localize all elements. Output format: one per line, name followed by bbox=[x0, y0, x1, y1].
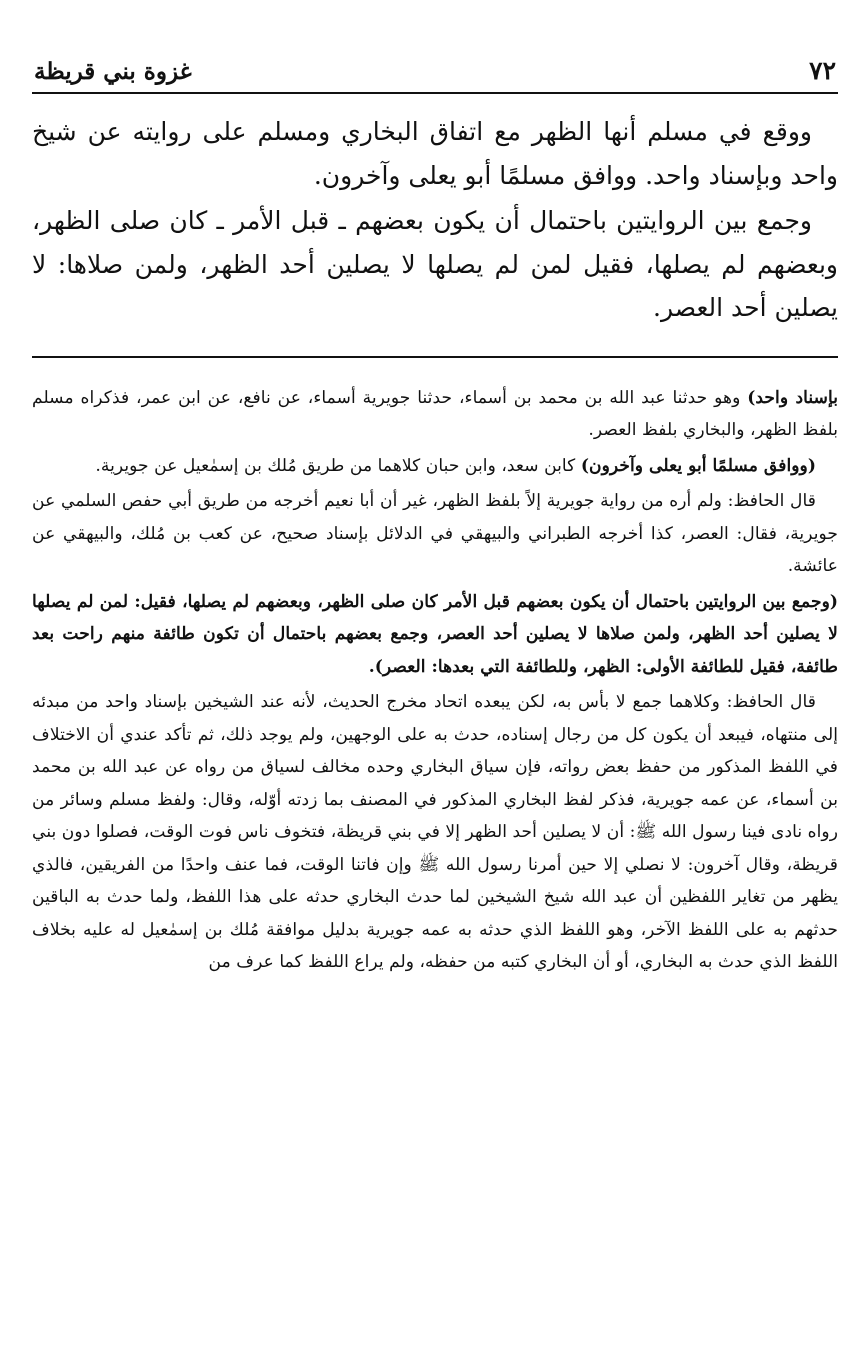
main-paragraph-2: وجمع بين الروايتين باحتمال أن يكون بعضهم ـ قبل الأمر ـ كان صلى الظهر، وبعضهم لم يصلها، فقيل لمن لم يصلها لا يصلين أحد الظهر، ولمن صلاها: لا يصلين أحد العصر. bbox=[32, 206, 838, 322]
note-5: قال الحافظ: وكلاهما جمع لا بأس به، لكن يبعده اتحاد مخرج الحديث، لأنه عند الشيخين بإسناد واحد من مبدئه إلى منتهاه، فيبعد أن يكون كل من رجال إسناده، حدث به على الوجهين، ولم يوجد ذلك، ثم تأكد عندي أن الاختلاف في اللفظ المذكور من حفظ بعض رواته، فإن سياق البخاري وحده مخالف لسياق من رواه عن عبد الله بن محمد بن أسماء، عن عمه جويرية، فذكر لفظ البخاري المذكور في المصنف بما زدته أوّله، وقال: ولفظ مسلم وسائر من رواه نادى فينا رسول الله ﷺ: أن لا يصلين أحد الظهر إلا في بني قريظة، فتخوف ناس فوت الوقت، فصلوا دون بني قريظة، وقال آخرون: لا نصلي إلا حين أمرنا رسول الله ﷺ وإن فاتنا الوقت، فما عنف واحدًا من الفريقين، فالذي يظهر من تغاير اللفظين أن عبد الله شيخ الشيخين لما حدث البخاري حدثه على هذا اللفظ، ولما حدث به الباقين حدثهم به على اللفظ الآخر، وهو اللفظ الذي حدثه به عمه جويرية بدليل موافقة مُلك بن إسمٰعيل له عليه بخلاف اللفظ الذي حدث به البخاري، أو أن البخاري كتبه من حفظه، ولم يراع اللفظ كما عرف من bbox=[32, 692, 838, 972]
main-paragraph-1: ووقع في مسلم أنها الظهر مع اتفاق البخاري ومسلم على روايته عن شيخ واحد وبإسناد واحد. ووافق مسلمًا أبو يعلى وآخرون. bbox=[32, 117, 838, 190]
note-4-lemma: (وجمع بين الروايتين باحتمال أن يكون بعضهم قبل الأمر كان صلى الظهر، وبعضهم لم يصلها، فقيل: لمن لم يصلها لا يصلين أحد الظهر، ولمن صلاها لا يصلين أحد العصر، وجمع بعضهم باحتمال أن تكون طائفة منهم راحت بعد طائفة، فقيل للطائفة الأولى: الظهر، وللطائفة التي بعدها: العصر). bbox=[32, 591, 838, 677]
main-text bbox=[32, 110, 838, 330]
running-title: غزوة بني قريظة bbox=[34, 58, 192, 85]
note-2-body: كابن سعد، وابن حبان كلاهما من طريق مُلك بن إسمٰعيل عن جويرية. bbox=[95, 455, 581, 476]
commentary bbox=[32, 382, 838, 979]
note-2 bbox=[32, 450, 838, 483]
note-2-lemma: (ووافق مسلمًا أبو يعلى وآخرون) bbox=[580, 455, 816, 476]
footnote-divider bbox=[32, 356, 838, 358]
note-1-lemma: بإسناد واحد) bbox=[747, 387, 838, 408]
page-header bbox=[32, 52, 838, 94]
page-number: ٧٢ bbox=[809, 56, 836, 85]
note-1 bbox=[32, 382, 838, 447]
note-3: قال الحافظ: ولم أره من رواية جويرية إلاً بلفظ الظهر، غير أن أبا نعيم أخرجه من طريق أبي حفص السلمي عن جويرية، فقال: العصر، كذا أخرجه الطبراني والبيهقي في الدلائل بإسناد صحيح، عن كعب بن مُلك، والبيهقي عن عائشة. bbox=[32, 491, 838, 576]
note-1-body: وهو حدثنا عبد الله بن محمد بن أسماء، حدثنا جويرية أسماء، عن نافع، عن ابن عمر، فذكراه مسلم بلفظ الظهر، والبخاري بلفظ العصر. bbox=[32, 387, 838, 440]
